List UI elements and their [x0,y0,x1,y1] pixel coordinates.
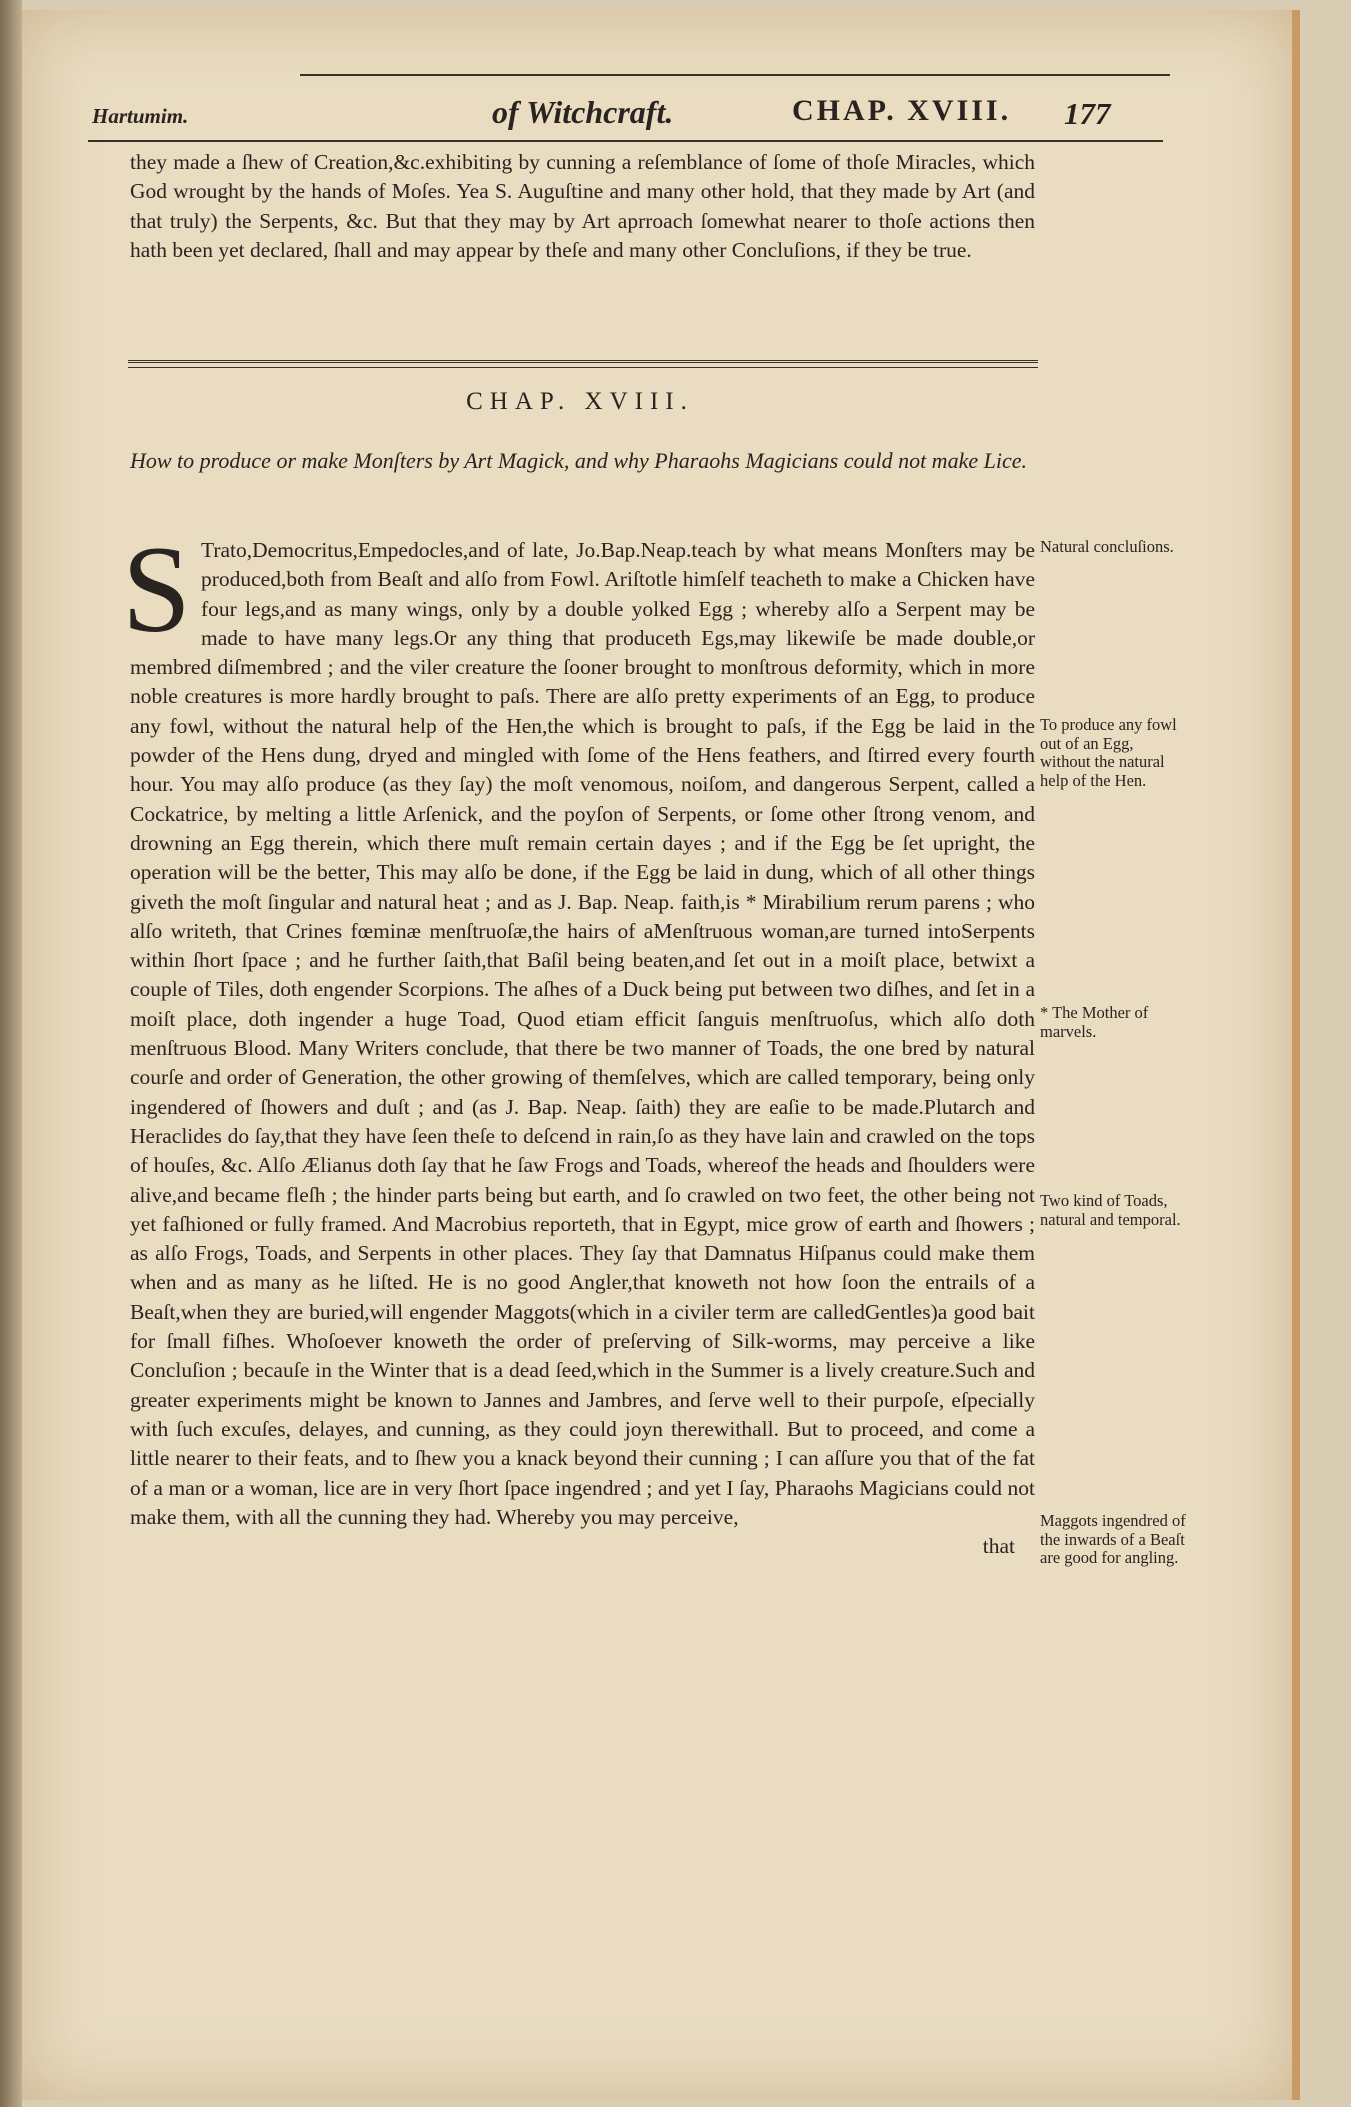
margin-note: * The Mother of marvels. [1040,1003,1149,1041]
running-head-left: Hartumim. [92,104,189,128]
chapter-body-text: Trato,Democritus,Empedocles,and of late, Jo.Bap.Neap.teach by what means Monſters may be produced,both from Beaſt and alſo from Fowl. Ariſtotle himſelf teacheth to make a Chicken have four legs,and as many wings, only by a double yolked Egg ; whereby alſo a Serpent may be made to have many legs.Or any thing that produceth Egs,may likewiſe be made double,or membred diſmembred ; and the viler creature the ſooner brought to monſtrous deformity, which in more noble creatures is more hardly brought to paſs. There are alſo pretty experiments of an Egg, to produce any fowl, without the natural help of the Hen,the which is brought to paſs, if the Egg be laid in the powder of the Hens dung, dryed and mingled with ſome of the Hens feathers, and ſtirred every fourth hour. You may alſo produce (as they ſay) the moſt venomous, noiſom, and dangerous Serpent, called a Cockatrice, by melting a little Arſenick, and the poyſon of Serpents, or ſome other ſtrong venom, and drowning an Egg therein, which there muſt remain certain dayes ; and if the Egg be ſet upright, the operation will be the better, This may alſo be done, if the Egg be laid in dung, which of all other things giveth the moſt ſingular and natural heat ; and as J. Bap. Neap. faith,is * Mirabilium rerum parens ; who alſo writeth, that Crines fœminæ menſtruoſæ,the hairs of aMenſtruous woman,are turned intoSerpents within ſhort ſpace ; and he further ſaith,that Baſil being beaten,and ſet out in a moiſt place, betwixt a couple of Tiles, doth engender Scorpions. The aſhes of a Duck being put between two diſhes, and ſet in a moiſt place, doth ingender a huge Toad, Quod etiam efficit ſanguis menſtruoſus, which alſo doth menſtruous Blood. Many Writers conclude, that there be two manner of Toads, the one bred by natural courſe and order of Generation, the other growing of themſelves, which are called temporary, being only ingendered of ſhowers and duſt ; and (as J. Bap. Neap. ſaith) they are eaſie to be made.Plutarch and Heraclides do ſay,that they have ſeen theſe to deſcend in rain,ſo as they have lain and crawled on the tops of houſes, &c. Alſo Ælianus doth ſay that he ſaw Frogs and Toads, whereof the heads and ſhoulders were alive,and became fleſh ; the hinder parts being but earth, and ſo crawled on two feet, the other being not yet faſhioned or fully framed. And Macrobius reporteth, that in Egypt, mice grow of earth and ſhowers ; as alſo Frogs, Toads, and Serpents in other places. They ſay that Damnatus Hiſpanus could make them when and as many as he liſted. He is no good Angler,that knoweth not how ſoon the entrails of a Beaſt,when they are buried,will engender Maggots(which in a civiler term are calledGentles)a good bait for ſmall fiſhes. Whoſoever knoweth the order of preſerving of Silk-worms, may perceive a like Concluſion ; becauſe in the Winter that is a dead ſeed,which in the Summer is a lively creature.Such and greater experiments might be known to Jannes and Jambres, and ſerve well to their purpoſe, eſpecially with ſuch excuſes, delayes, and cunning, as they could joyn therewithall. But to proceed, and come a little nearer to their feats, and to ſhew you a knack beyond their cunning ; I can aſſure you that of the fat of a man or a woman, lice are in very ſhort ſpace ingendred ; and yet I ſay, Pharaohs Magicians could not make them, with all the cunning they had. Whereby you may perceive, [130,538,1035,1529]
margin-note: Maggots ingendred of the inwards of a Beaſt are good for angling. [1040,1511,1186,1567]
header-top-rule [300,74,1170,76]
running-header [92,90,1172,140]
margin-note: To produce any fowl out of an Egg, without the natural help of the Hen. [1040,715,1177,790]
catchword: that [982,1534,1015,1559]
margin-note: Natural concluſions. [1040,537,1174,556]
chapter-heading: CHAP. XVIII. [466,388,694,415]
chapter-body [122,521,1035,1561]
margin-note: Two kind of Toads, natural and temporal. [1040,1191,1181,1229]
chapter-divider [128,360,1038,368]
chapter-subtitle: How to produce or make Monſters by Art Magick, and why Pharaohs Magicians could not make Lice. [130,448,1027,473]
intro-paragraph: they made a ſhew of Creation,&c.exhibiting by cunning a reſemblance of ſome of thoſe Miracles, which God wrought by the hands of Moſes. Yea S. Auguſtine and many other hold, that they made by Art (and that truly) the Serpents, &c. But that they may by Art aprroach ſomewhat nearer to thoſe actions then hath been yet declared, ſhall and may appear by theſe and many other Concluſions, if they be true. [130,150,1035,262]
header-rule [88,140,1163,142]
page-number: 177 [1064,96,1111,131]
book-spine [0,0,22,2107]
running-head-chapter: CHAP. XVIII. [792,94,1012,127]
running-head-title: of Witchcraft. [492,94,674,130]
drop-cap: S [122,521,191,658]
